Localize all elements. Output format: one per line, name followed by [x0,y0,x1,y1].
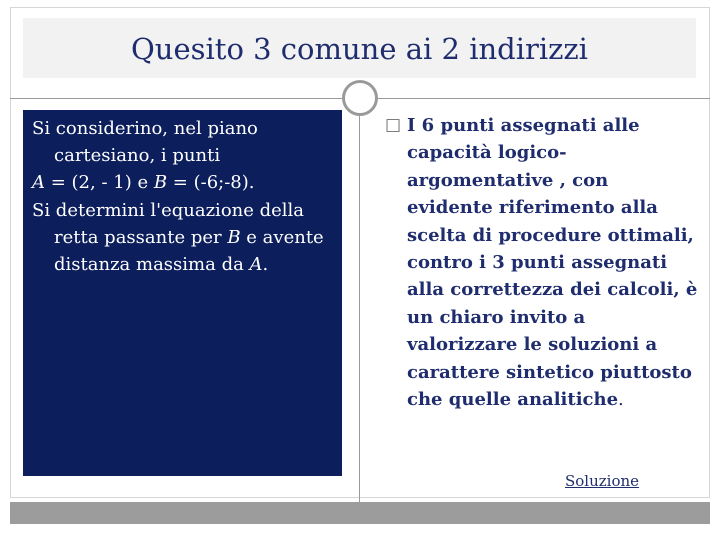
square-bullet-icon: □ [385,115,402,135]
statement-line-2: A = (2, - 1) e B = (-6;-8). [32,172,255,194]
slide-title: Quesito 3 comune ai 2 indirizzi [131,32,588,66]
decorative-circle-icon [342,80,378,116]
bottom-bar [10,502,710,524]
commentary-bullet: □ I 6 punti assegnati alle capacità logico-argomentative , con evidente riferimento alla scelta di procedure ottimali, contro i 3 punti assegnati alla correttezza dei calcoli, è un chiaro invito a valorizzare le soluzioni a carattere sintetico piuttosto che quelle analitiche. [385,112,700,413]
statement-line-3: Si determini l'equazione della retta passante per B e avente distanza massima da A. [32,199,324,276]
problem-statement-panel [23,110,342,476]
divider-vertical [359,112,360,504]
commentary-text: I 6 punti assegnati alle capacità logico-argomentative , con evidente riferimento alla scelta di procedure ottimali, contro i 3 punti assegnati alla correttezza dei calcoli, è un chiaro invito a valorizzare le soluzioni a carattere sintetico piuttosto che quelle analitiche [407,115,698,411]
solution-link[interactable]: Soluzione [565,472,640,490]
commentary-panel [385,112,700,413]
statement-line-1: Si considerino, nel piano cartesiano, i punti [32,118,258,167]
